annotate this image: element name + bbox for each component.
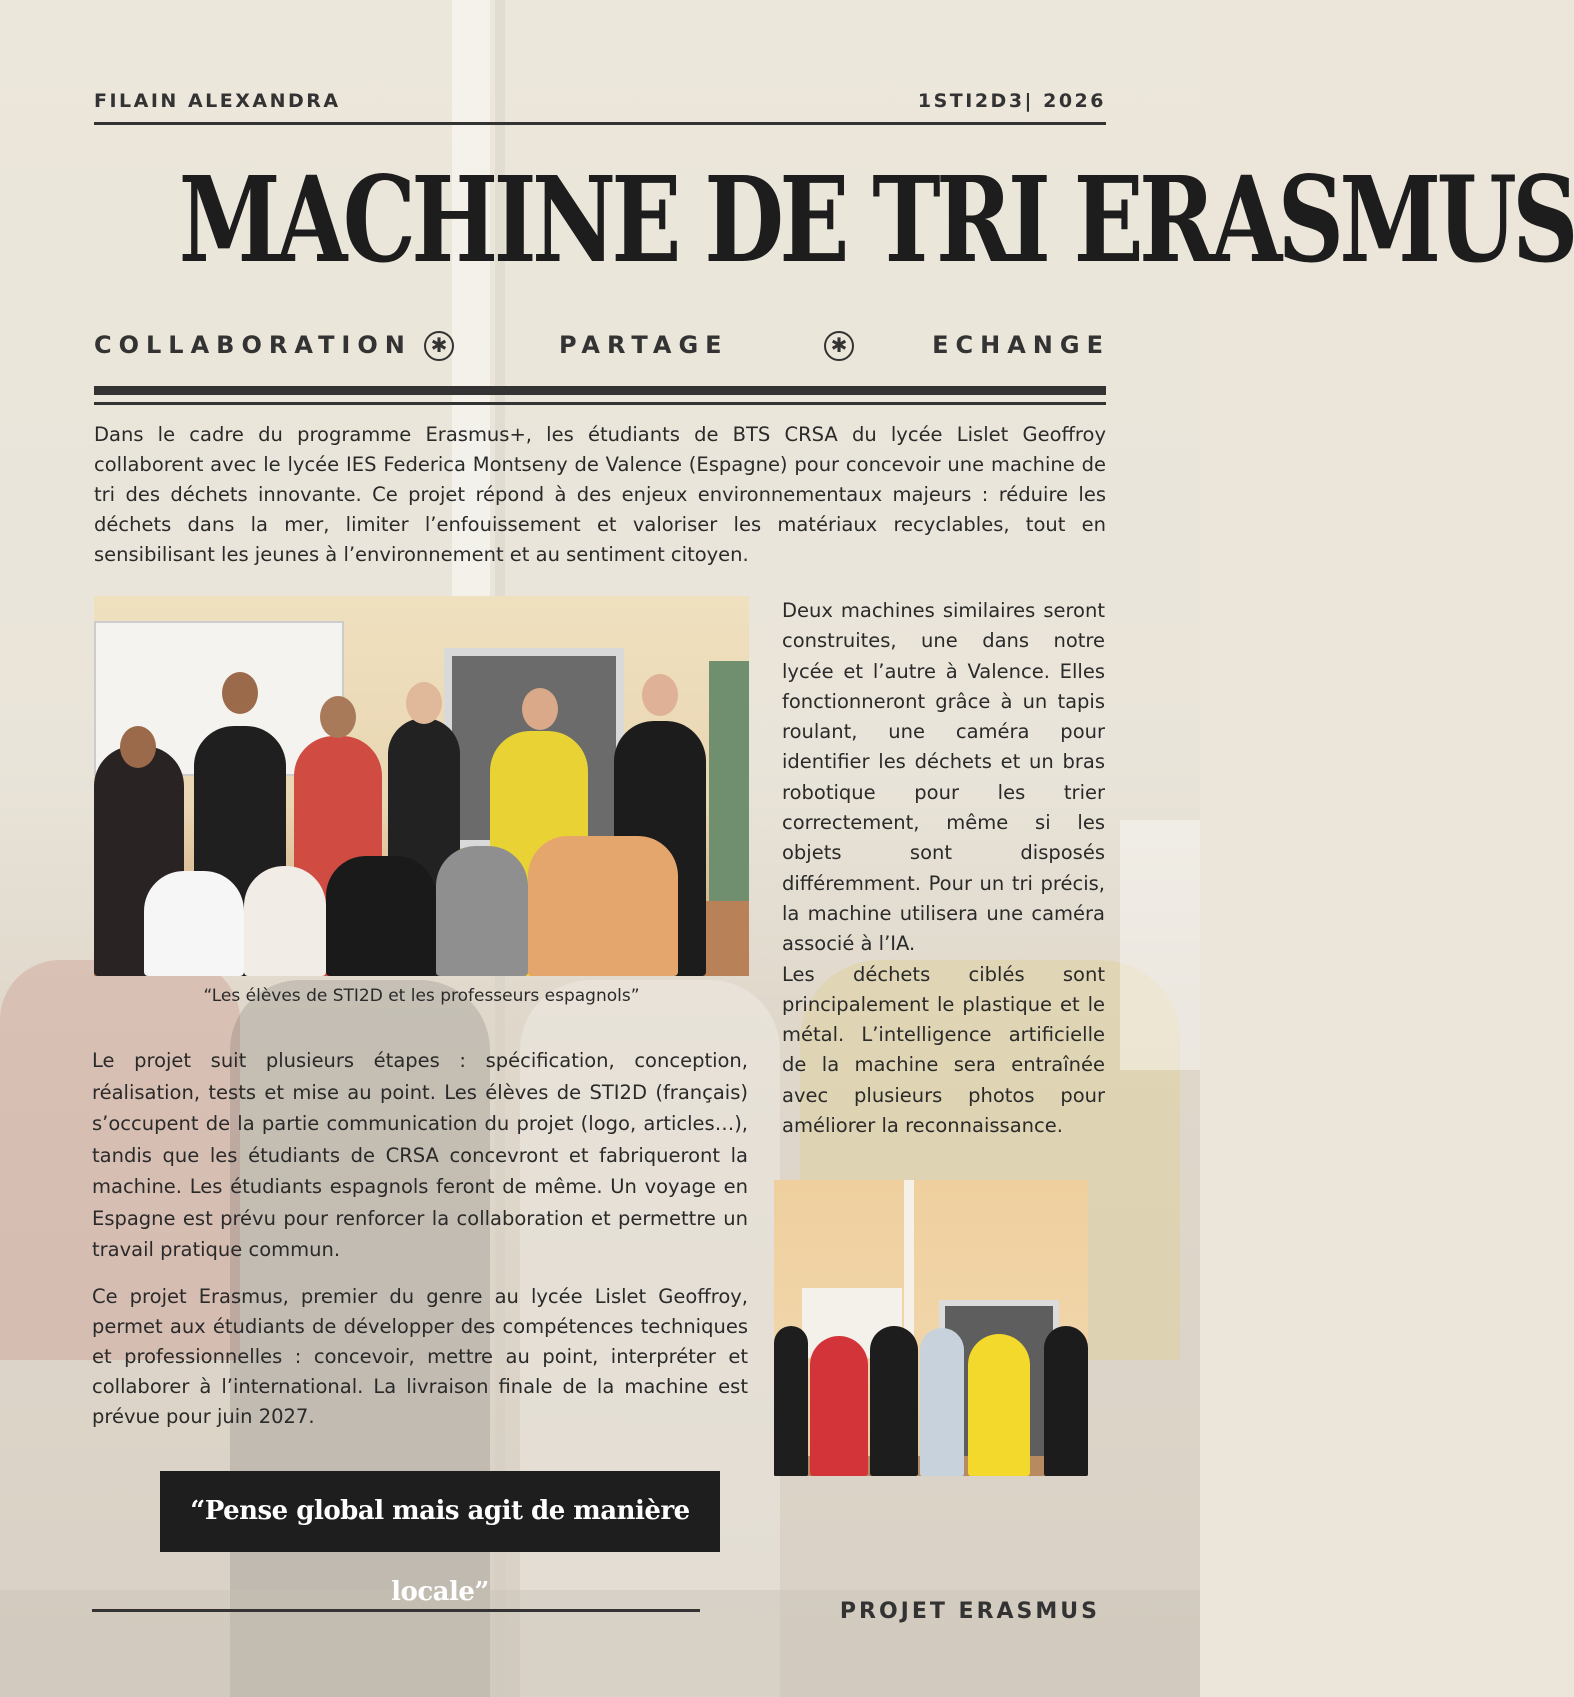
photo-people (94, 666, 749, 976)
photo-head (120, 726, 156, 768)
value-partage: PARTAGE (559, 331, 729, 359)
photo-person (968, 1334, 1030, 1476)
photo-head (642, 674, 678, 716)
photo-person (920, 1328, 964, 1476)
photo-head (522, 688, 558, 730)
photo-head (406, 682, 442, 724)
photo-person (326, 856, 436, 976)
value-echange: ECHANGE (932, 331, 1110, 359)
photo-head (222, 672, 258, 714)
body-paragraph-1: Le projet suit plusieurs étapes : spécification, conception, réalisation, tests et mise au point. Les élèves de STI2D (français) s’occupent de la partie communication du projet (logo, articles…), tandis que les étudiants de CRSA concevront et fabriqueront la machine. Les étudiants espagnols feront de même. Un voyage en Espagne est prévu pour renforcer la collaboration et permettre un travail pratique commun. (92, 1049, 748, 1261)
teachers-photo (774, 1180, 1088, 1476)
photo-person (870, 1326, 918, 1476)
class-year: 1STI2D3| 2026 (917, 90, 1106, 112)
double-rule-thick (94, 386, 1106, 395)
quote-banner: “Pense global mais agit de manière locale” (160, 1471, 720, 1552)
photo-person (774, 1326, 808, 1476)
asterisk-circle-icon: ✱ (424, 331, 454, 361)
right-column-paragraph-2: Les déchets ciblés sont principalement le plastique et le métal. L’intelligence artificielle de la machine sera entraînée avec plusieurs photos pour améliorer la reconnaissance. (782, 962, 1105, 1138)
footer-rule (92, 1609, 700, 1612)
photo-person (1044, 1326, 1088, 1476)
photo-head (320, 696, 356, 738)
photo-person (810, 1336, 868, 1476)
group-photo (94, 596, 749, 976)
right-column-text (782, 596, 1105, 1141)
value-collaboration: COLLABORATION (94, 331, 412, 359)
header-bar (94, 90, 1106, 114)
asterisk-circle-icon: ✱ (824, 331, 854, 361)
photo-person (528, 836, 678, 976)
author-name: FILAIN ALEXANDRA (94, 90, 341, 112)
photo-person (144, 871, 244, 976)
photo-person (436, 846, 528, 976)
footer-label: PROJET ERASMUS (839, 1599, 1100, 1624)
right-column-paragraph-1: Deux machines similaires seront construites, une dans notre lycée et l’autre à Valence. Elles fonctionneront grâce à un tapis roulant, une caméra pour identifier les déchets et un bras robotique pour les trier correctement, même si les objets sont disposés différemment. Pour un tri précis, la machine utilisera une caméra associé à l’IA. (782, 599, 1105, 956)
values-row (94, 331, 1110, 361)
intro-paragraph: Dans le cadre du programme Erasmus+, les étudiants de BTS CRSA du lycée Lislet Geoffroy collaborent avec le lycée IES Federica Montseny de Valence (Espagne) pour concevoir une machine de tri des déchets innovante. Ce projet répond à des enjeux environnementaux majeurs : réduire les déchets dans la mer, limiter l’enfouissement et valoriser les matériaux recyclables, tout en sensibilisant les jeunes à l’environnement et au sentiment citoyen. (94, 423, 1106, 566)
photo-person (244, 866, 326, 976)
body-paragraph-2: Ce projet Erasmus, premier du genre au lycée Lislet Geoffroy, permet aux étudiants de développer des compétences techniques et professionnelles : concevoir, mettre au point, interpréter et collaborer à l’international. La livraison finale de la machine est prévue pour juin 2027. (92, 1285, 748, 1428)
header-rule (94, 122, 1106, 125)
photo-caption: “Les élèves de STI2D et les professeurs espagnols” (203, 986, 640, 1006)
double-rule-thin (94, 402, 1106, 405)
page-title: MACHINE DE TRI ERASMUS (178, 150, 1574, 289)
